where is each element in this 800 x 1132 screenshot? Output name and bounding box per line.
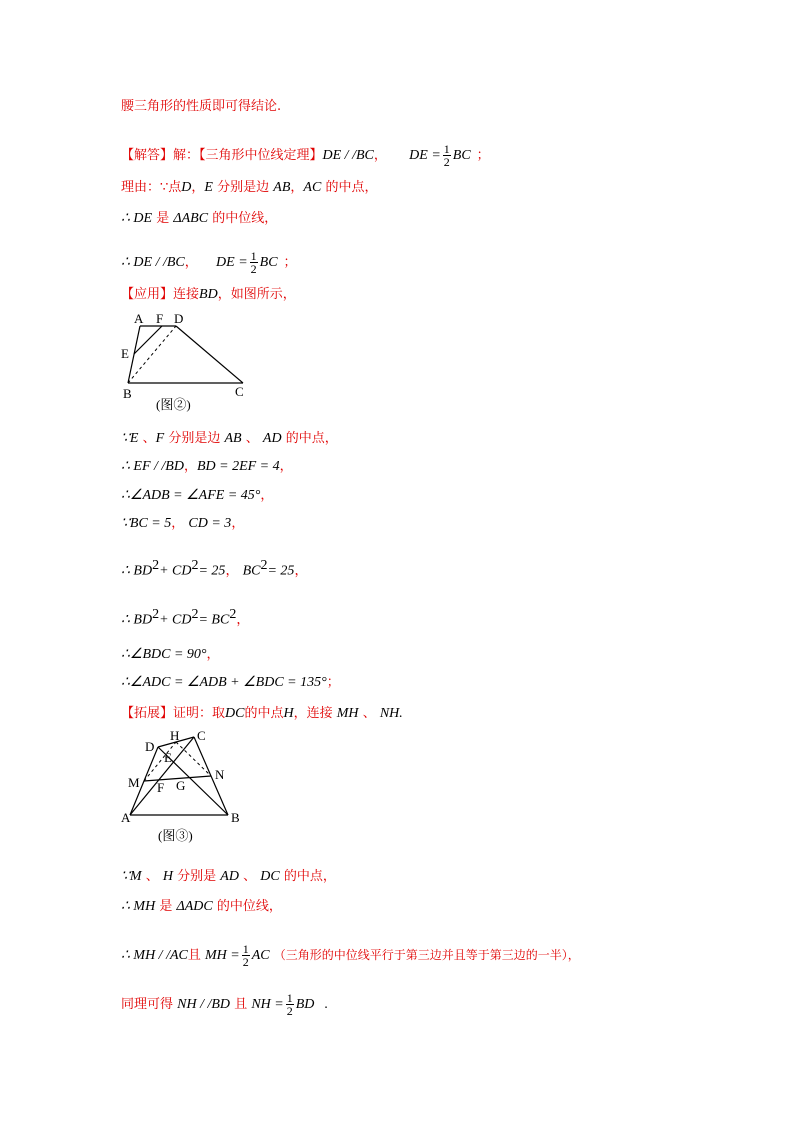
math-de: DE =: [409, 148, 441, 163]
punct: .: [399, 706, 403, 721]
math: ∴ EF / /BD: [121, 459, 184, 474]
math: ∴ BD: [121, 563, 153, 579]
punct: ；: [283, 255, 297, 270]
math: ∴ MH / /AC: [121, 948, 188, 963]
punct: .: [324, 997, 329, 1012]
math: BC: [259, 255, 278, 270]
math: MH =: [205, 948, 240, 963]
math: NH =: [251, 997, 284, 1012]
label-c: C: [235, 384, 244, 399]
math: ΔADC: [176, 899, 213, 914]
math: AD: [262, 431, 282, 446]
superscript: 2: [191, 558, 199, 573]
superscript: 2: [152, 607, 160, 622]
punct: 、: [142, 431, 156, 446]
text: 且: [234, 997, 248, 1012]
superscript: 2: [191, 607, 199, 622]
text-line: 腰三角形的性质即可得结论.: [121, 99, 282, 114]
text: 的中位线，: [216, 899, 282, 914]
math: ∴ DE: [121, 211, 153, 226]
math: = BC: [198, 612, 230, 628]
label-c: C: [197, 728, 206, 743]
math: ∴ BD: [121, 612, 153, 628]
math: BD: [199, 287, 218, 302]
math: ∵M: [121, 869, 142, 884]
punct: ，: [225, 563, 239, 579]
punct: ，: [183, 459, 197, 474]
text: 的中点，: [283, 869, 336, 884]
punct: ，: [184, 255, 198, 270]
fraction-half: [250, 250, 258, 275]
punct: 、: [362, 706, 376, 721]
answer-tag: 【解答】解：【三角形中位线定理】: [121, 148, 323, 163]
reason-label: 理由：∵点: [121, 180, 182, 195]
math: AB: [224, 431, 242, 446]
punct: ，: [191, 180, 205, 195]
math: F: [155, 431, 165, 446]
figure-caption: (图③): [158, 828, 193, 843]
math: + CD: [159, 563, 192, 579]
superscript: 2: [152, 558, 160, 573]
math: AC: [303, 180, 322, 195]
label-a: A: [134, 311, 144, 326]
math: AC: [251, 948, 270, 963]
math: ∵BC = 5: [121, 516, 172, 531]
figure-3: [118, 725, 253, 850]
math: ∴∠BDC = 90°: [121, 647, 207, 662]
label-a: A: [121, 810, 131, 825]
math: ∵E: [121, 431, 139, 446]
text: 且: [187, 948, 201, 963]
line: [121, 898, 282, 916]
line: [121, 674, 340, 692]
text: 的中点，: [285, 431, 338, 446]
line: [121, 515, 244, 533]
label-e: E: [121, 346, 129, 361]
text: 分别是边: [168, 431, 221, 446]
text: ，如图所示，: [217, 287, 296, 302]
math: AD: [220, 869, 239, 884]
label-e: E: [164, 750, 172, 765]
frac-num: 1: [286, 991, 293, 1005]
label-g: G: [176, 778, 186, 793]
math: ΔABC: [173, 211, 209, 226]
text: （三角形的中位线平行于第三边并且等于第三边的一半），: [273, 948, 580, 962]
label-b: B: [231, 810, 240, 825]
math: BD: [295, 997, 315, 1012]
apply-line: [121, 286, 296, 304]
figure-caption: (图②): [156, 397, 191, 412]
punct: ，: [206, 647, 220, 662]
figure-2: [118, 308, 258, 416]
frac-num: 1: [443, 142, 450, 156]
frac-num: 1: [250, 249, 257, 263]
fraction-half: [242, 943, 250, 968]
label-f: F: [156, 311, 164, 326]
punct: ，: [236, 612, 250, 628]
math: AB: [273, 180, 291, 195]
math: CD = 3: [188, 516, 232, 531]
superscript: 2: [229, 607, 237, 622]
text: 的中点，: [325, 180, 378, 195]
punct: ，: [171, 516, 185, 531]
line: [121, 606, 249, 629]
math: H: [283, 706, 294, 721]
math: E: [204, 180, 213, 195]
answer-line: [121, 143, 490, 168]
math: BD = 2EF = 4: [196, 459, 280, 474]
math: = 25: [198, 563, 226, 579]
frac-den: 2: [242, 955, 249, 969]
math: DC: [260, 869, 280, 884]
label-d: D: [145, 739, 155, 754]
math: BC: [242, 563, 261, 579]
label-m: M: [128, 775, 140, 790]
math: ∴ MH: [121, 899, 156, 914]
frac-den: 2: [443, 155, 450, 169]
math: + CD: [159, 612, 192, 628]
math: DE =: [216, 255, 248, 270]
frac-den: 2: [250, 262, 257, 276]
label-f: F: [157, 780, 165, 795]
math: NH / /BD: [177, 997, 231, 1012]
punct: ，: [294, 563, 308, 579]
fraction-half: [286, 992, 294, 1017]
punct: ，: [260, 488, 274, 503]
math-parallel: DE / /BC: [322, 148, 374, 163]
punct: ；: [476, 148, 490, 163]
math: = 25: [267, 563, 295, 579]
extend-line: [121, 705, 403, 723]
line: [121, 646, 220, 664]
text: 的中点: [244, 706, 284, 721]
extend-tag: 【拓展】证明：取: [121, 706, 226, 721]
label-h: H: [170, 728, 180, 743]
text: 分别是: [177, 869, 217, 884]
punct: ；: [326, 675, 340, 690]
text: 是: [156, 211, 170, 226]
text: 的中位线，: [212, 211, 278, 226]
punct: ，: [373, 148, 387, 163]
label-b: B: [123, 386, 132, 401]
apply-tag: 【应用】连接: [121, 287, 200, 302]
line: [121, 250, 297, 275]
frac-num: 1: [242, 942, 249, 956]
fraction-half: [443, 143, 451, 168]
math: H: [162, 869, 173, 884]
punct: 、: [243, 869, 257, 884]
text: 分别是边: [217, 180, 270, 195]
text: 同理可得: [121, 997, 174, 1012]
reason-line: [121, 179, 377, 197]
math: D: [181, 180, 192, 195]
line: [121, 458, 293, 476]
math-bc: BC: [452, 148, 471, 163]
label-d: D: [174, 311, 184, 326]
punct: ，: [290, 180, 304, 195]
line: [121, 557, 307, 580]
line: [121, 210, 277, 228]
line: [121, 943, 580, 968]
math: NH: [379, 706, 400, 721]
line: [121, 992, 328, 1017]
superscript: 2: [260, 558, 268, 573]
math: ∴ DE / /BC: [121, 255, 185, 270]
math: DC: [225, 706, 245, 721]
line: [121, 430, 338, 448]
text: 是: [159, 899, 173, 914]
punct: 、: [245, 431, 259, 446]
text: ，连接: [293, 706, 333, 721]
math: MH: [336, 706, 359, 721]
line: [121, 868, 336, 886]
label-n: N: [215, 767, 225, 782]
frac-den: 2: [286, 1004, 293, 1018]
math: ∴∠ADB = ∠AFE = 45°: [121, 488, 261, 503]
line: [121, 487, 273, 505]
math: ∴∠ADC = ∠ADB + ∠BDC = 135°: [121, 675, 327, 690]
punct: 、: [145, 869, 159, 884]
punct: ，: [279, 459, 293, 474]
punct: ，: [231, 516, 245, 531]
